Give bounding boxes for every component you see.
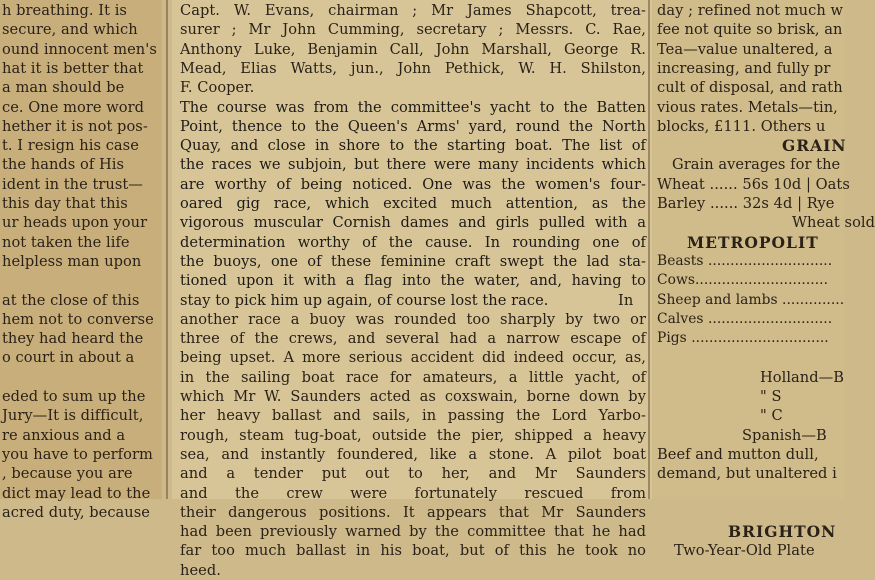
article-body-line: and the crew were fortunately rescued from — [180, 484, 646, 502]
highlighted-paragraph-line: the buoys, one of these feminine craft swept the lad sta- — [180, 252, 646, 270]
column-rule-right — [648, 0, 650, 499]
highlighted-paragraph-line: tioned upon it with a flag into the water, and, having to — [180, 272, 646, 290]
committee-list-line: Mead, Elias Watts, jun., John Pethick, W. H. Shilston, — [180, 59, 646, 77]
right-column — [652, 0, 875, 560]
left-column-line: , because you are — [2, 465, 133, 483]
article-body-line: her heavy ballast and sails, in passing the Lord Yarbo- — [180, 407, 646, 425]
left-column-line: ce. One more word — [2, 98, 145, 116]
article-body-line: sea, and instantly foundered, like a stone. A pilot boat — [180, 445, 646, 463]
highlighted-paragraph-line: vigorous muscular Cornish dames and girls pulled with a — [180, 214, 646, 232]
article-body-line: far too much ballast in his boat, but of this he took no — [180, 542, 646, 560]
left-column-line: o court in about a — [2, 349, 135, 367]
left-column-line: they had heard the — [2, 330, 144, 348]
market-report-line: cult of disposal, and rath — [657, 79, 843, 97]
market-report-line: Sheep and lambs .............. — [657, 291, 845, 308]
left-column-line: secure, and which — [2, 21, 138, 39]
left-column-line: helpless man upon — [2, 252, 142, 270]
committee-list-line: surer ; Mr John Cumming, secretary ; Messrs. C. Rae, — [180, 21, 646, 39]
committee-list-line: Capt. W. Evans, chairman ; Mr James Shapcott, trea- — [180, 2, 646, 19]
left-column-line: h breathing. It is — [2, 2, 127, 19]
market-report-line: GRAIN — [782, 136, 847, 156]
left-column-line: a man should be — [2, 79, 125, 97]
market-report-line: Grain averages for the — [672, 156, 841, 174]
market-report-line: demand, but unaltered i — [657, 465, 837, 483]
market-report-line: Beef and mutton dull, — [657, 445, 819, 463]
article-body-line: had been previously warned by the committee that he had — [180, 523, 646, 541]
left-column-line: ident in the trust— — [2, 175, 143, 193]
left-column-line: hat it is better that — [2, 59, 144, 77]
market-report-line: blocks, £111. Others u — [657, 117, 826, 135]
left-column-line: ur heads upon your — [2, 214, 148, 232]
article-body-line: heed. — [180, 561, 221, 579]
left-column-line: re anxious and a — [2, 426, 126, 444]
article-body-line: another race a buoy was rounded too sharply by two or — [180, 310, 646, 328]
market-report-line: vious rates. Metals—tin, — [657, 98, 838, 116]
left-column — [0, 0, 162, 521]
left-column-line: hem not to converse — [2, 310, 154, 328]
market-report-line: Holland—B — [760, 368, 845, 386]
highlighted-paragraph-line: are worthy of being noticed. One was the women's four- — [180, 175, 646, 193]
market-report-line: Tea—value unaltered, a — [657, 40, 833, 58]
market-report-line: " S — [760, 388, 782, 405]
left-column-line: dict may lead to the — [2, 484, 151, 502]
committee-list-line: Anthony Luke, Benjamin Call, John Marshall, George R. — [180, 40, 646, 58]
middle-column — [172, 0, 652, 579]
article-body-line: being upset. A more serious accident did indeed occur, as, — [180, 349, 646, 367]
highlighted-paragraph-line: oared gig race, which excited much attention, as the — [180, 195, 646, 212]
market-report-line: METROPOLIT — [687, 232, 819, 252]
market-report-line: Beasts ............................ — [657, 252, 833, 269]
article-body-line: three of the crews, and several had a narrow escape of — [180, 330, 646, 348]
market-report-line: day ; refined not much w — [657, 2, 844, 19]
article-body-line: their dangerous positions. It appears that Mr Saunders — [180, 503, 646, 521]
highlighted-paragraph-line: The course was from the committee's yacht to the Batten — [180, 98, 646, 116]
market-report-line: Barley ...... 32s 4d | Rye — [657, 195, 835, 212]
market-report-line: " C — [760, 407, 783, 425]
left-column-line: the hands of His — [2, 156, 125, 174]
market-report-line: Cows.............................. — [657, 272, 829, 289]
committee-list-line: F. Cooper. — [180, 79, 255, 97]
highlighted-paragraph-line: determination worthy of the cause. In rounding one of — [180, 233, 646, 251]
highlighted-paragraph-line: the races we subjoin, but there were many incidents which — [180, 156, 646, 174]
left-column-line: t. I resign his case — [2, 137, 139, 155]
left-column-line: Jury—It is difficult, — [2, 407, 144, 425]
market-report-line: Calves ............................ — [657, 310, 833, 327]
article-body-line: rough, steam tug-boat, outside the pier, shipped a heavy — [180, 426, 646, 444]
market-report-line: Wheat sold — [792, 214, 875, 232]
market-report-line: Pigs ............................... — [657, 330, 829, 347]
article-body-line: which Mr W. Saunders acted as coxswain, borne down by — [180, 388, 646, 405]
left-column-line: hether it is not pos- — [2, 117, 148, 135]
article-body-line: and a tender put out to her, and Mr Saunders — [180, 465, 646, 483]
article-body-line: in the sailing boat race for amateurs, a little yacht, of — [180, 368, 646, 386]
left-column-line: not taken the life — [2, 233, 130, 251]
left-column-line: this day that this — [2, 195, 128, 212]
left-column-line: at the close of this — [2, 291, 140, 309]
left-column-line: ound innocent men's — [2, 40, 157, 58]
left-column-line: you have to perform — [2, 445, 153, 463]
left-column-line: acred duty, because — [2, 503, 150, 521]
market-report-line: Wheat ...... 56s 10d | Oats — [657, 175, 850, 193]
market-report-line: BRIGHTON — [728, 522, 837, 542]
highlighted-paragraph-line: stay to pick him up again, of course lost the race. — [180, 291, 549, 309]
highlighted-paragraph-line: Point, thence to the Queen's Arms' yard, round the North — [180, 117, 646, 135]
market-report-line: Two-Year-Old Plate — [674, 542, 815, 560]
column-rule-left — [166, 0, 168, 499]
highlighted-paragraph-line: Quay, and close in shore to the starting boat. The list of — [180, 137, 646, 155]
highlighted-paragraph-tail: In — [618, 291, 634, 309]
market-report-line: fee not quite so brisk, an — [657, 21, 843, 39]
market-report-line: Spanish—B — [742, 426, 827, 444]
market-report-line: increasing, and fully pr — [657, 59, 831, 77]
left-column-line: eded to sum up the — [2, 388, 146, 405]
